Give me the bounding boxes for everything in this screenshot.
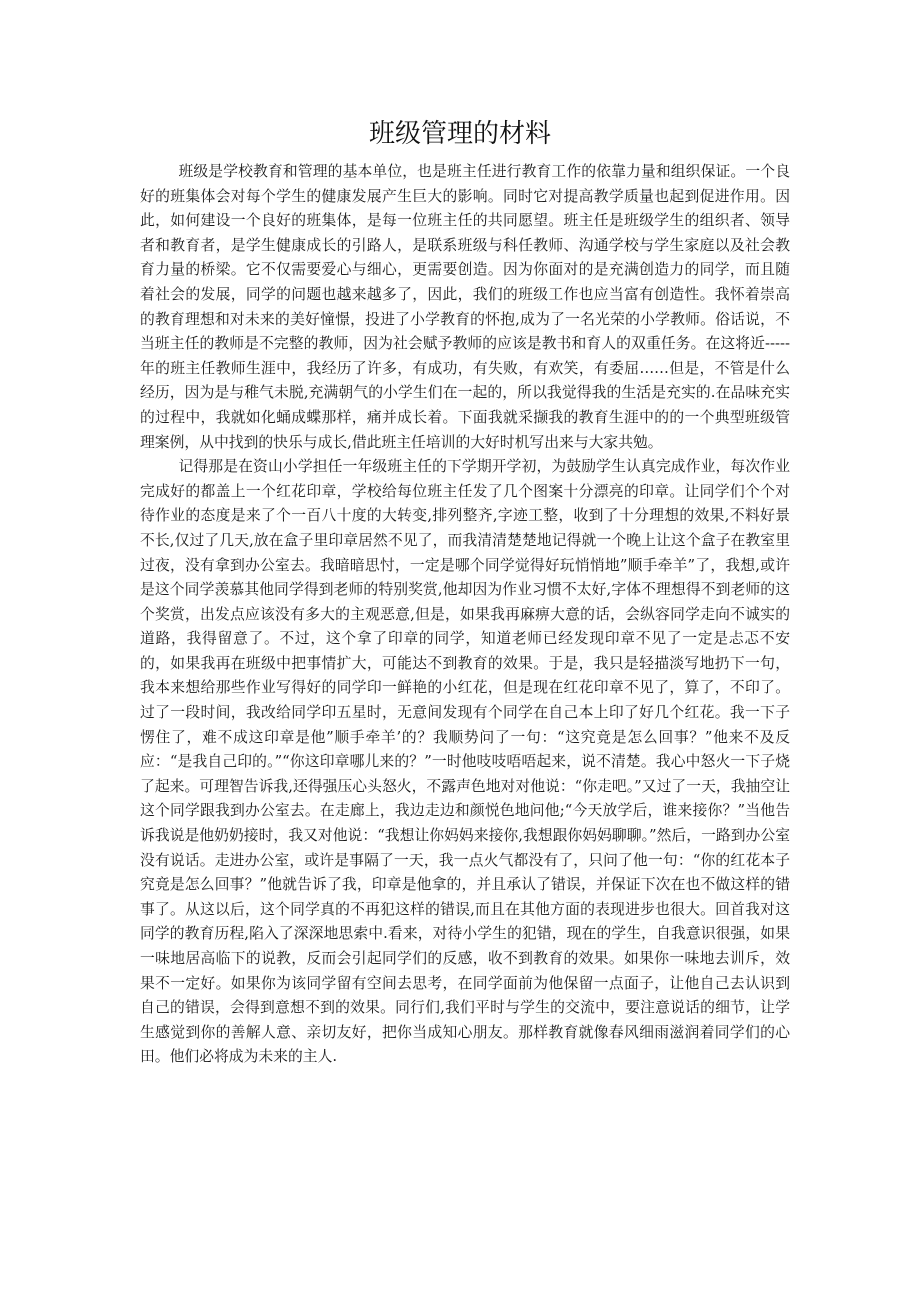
paragraph-2: 记得那是在资山小学担任一年级班主任的下学期开学初，为鼓励学生认真完成作业，每次作业完成好的都盖上一个红花印章，学校给每位班主任发了几个图案十分漂亮的印章。让同学们个个对待作业的态度是来了个一百八十度的大转变,排列整齐,字迹工整，收到了十分理想的效果,不料好景不长,仅过了几天,放在盒子里印章居然不见了，而我清清楚楚地记得就一个晚上让这个盒子在教室里过夜，没有拿到办公室去。我暗暗思忖，一定是哪个同学觉得好玩悄悄地”顺手牵羊”了，我想,或许是这个同学羡慕其他同学得到老师的特别奖赏,他却因为作业习惯不太好,字体不理想得不到老师的这个奖赏，出发点应该没有多大的主观恶意,但是，如果我再麻痹大意的话，会纵容同学走向不诚实的道路，我得留意了。不过，这个拿了印章的同学，知道老师已经发现印章不见了一定是忐忑不安的，如果我再在班级中把事情扩大，可能达不到教育的效果。于是，我只是轻描淡写地扔下一句，我本来想给那些作业写得好的同学印一鲜艳的小红花，但是现在红花印章不见了，算了，不印了。过了一段时间，我改给同学印五星时，无意间发现有个同学在自己本上印了好几个红花。我一下子愣住了，难不成这印章是他”顺手牵羊’的？我顺势问了一句：“这究竟是怎么回事？”他来不及反应：“是我自己印的。”“你这印章哪儿来的？”一时他吱吱唔唔起来，说不清楚。我心中怒火一下子烧了起来。可理智告诉我,还得强压心头怒火，不露声色地对对他说：“你走吧。”又过了一天，我抽空让这个同学跟我到办公室去。在走廊上，我边走边和颜悦色地问他;“今天放学后，谁来接你？”当他告诉我说是他奶奶接时，我又对他说：“我想让你妈妈来接你,我想跟你妈妈聊聊。”然后，一路到办公室没有说话。走进办公室，或许是事隔了一天，我一点火气都没有了，只问了他一句：“你的红花本子究竟是怎么回事？”他就告诉了我，印章是他拿的，并且承认了错误，并保证下次在也不做这样的错事了。从这以后，这个同学真的不再犯这样的错误,而且在其他方面的表现进步也很大。回首我对这同学的教育历程,陷入了深深地思索中.看来，对待小学生的犯错，现在的学生，自我意识很强，如果一味地居高临下的说教，反而会引起同学们的反感，收不到教育的效果。如果你一味地去训斥，效果不一定好。如果你为该同学留有空间去思考，在同学面前为他保留一点面子，让他自己去认识到自己的错误，会得到意想不到的效果。同行们,我们平时与学生的交流中，要注意说话的细节，让学生感觉到你的善解人意、亲切友好，把你当成知心朋友。那样教育就像春风细雨滋润着同学们的心田。他们必将成为未来的主人. [140, 458, 790, 1066]
paragraph-1: 班级是学校教育和管理的基本单位，也是班主任进行教育工作的依靠力量和组织保证。一个良好的班集体会对每个学生的健康发展产生巨大的影响。同时它对提高教学质量也起到促进作用。因此，如何建设一个良好的班集体，是每一位班主任的共同愿望。班主任是班级学生的组织者、领导者和教育者，是学生健康成长的引路人，是联系班级与科任教师、沟通学校与学生家庭以及社会教育力量的桥梁。它不仅需要爱心与细心，更需要创造。因为你面对的是充满创造力的同学，而且随着社会的发展，同学的问题也越来越多了，因此，我们的班级工作也应当富有创造性。我怀着崇高的教育理想和对未来的美好憧憬，投进了小学教育的怀抱,成为了一名光荣的小学教师。俗话说，不当班主任的教师是不完整的教师，因为社会赋予教师的应该是教书和育人的双重任务。在这将近-----年的班主任教师生涯中，我经历了许多，有成功，有失败，有欢笑，有委屈……但是，不管是什么经历，因为是与稚气未脱,充满朝气的小学生们在一起的，所以我觉得我的生活是充实的.在品味充实的过程中，我就如化蛹成蝶那样，痛并成长着。下面我就采撷我的教育生涯中的的一个典型班级管理案例，从中找到的快乐与成长,借此班主任培训的大好时机写出来与大家共勉。 [140, 163, 790, 451]
document-title: 班级管理的材料 [368, 119, 551, 149]
document-body [140, 160, 790, 1070]
